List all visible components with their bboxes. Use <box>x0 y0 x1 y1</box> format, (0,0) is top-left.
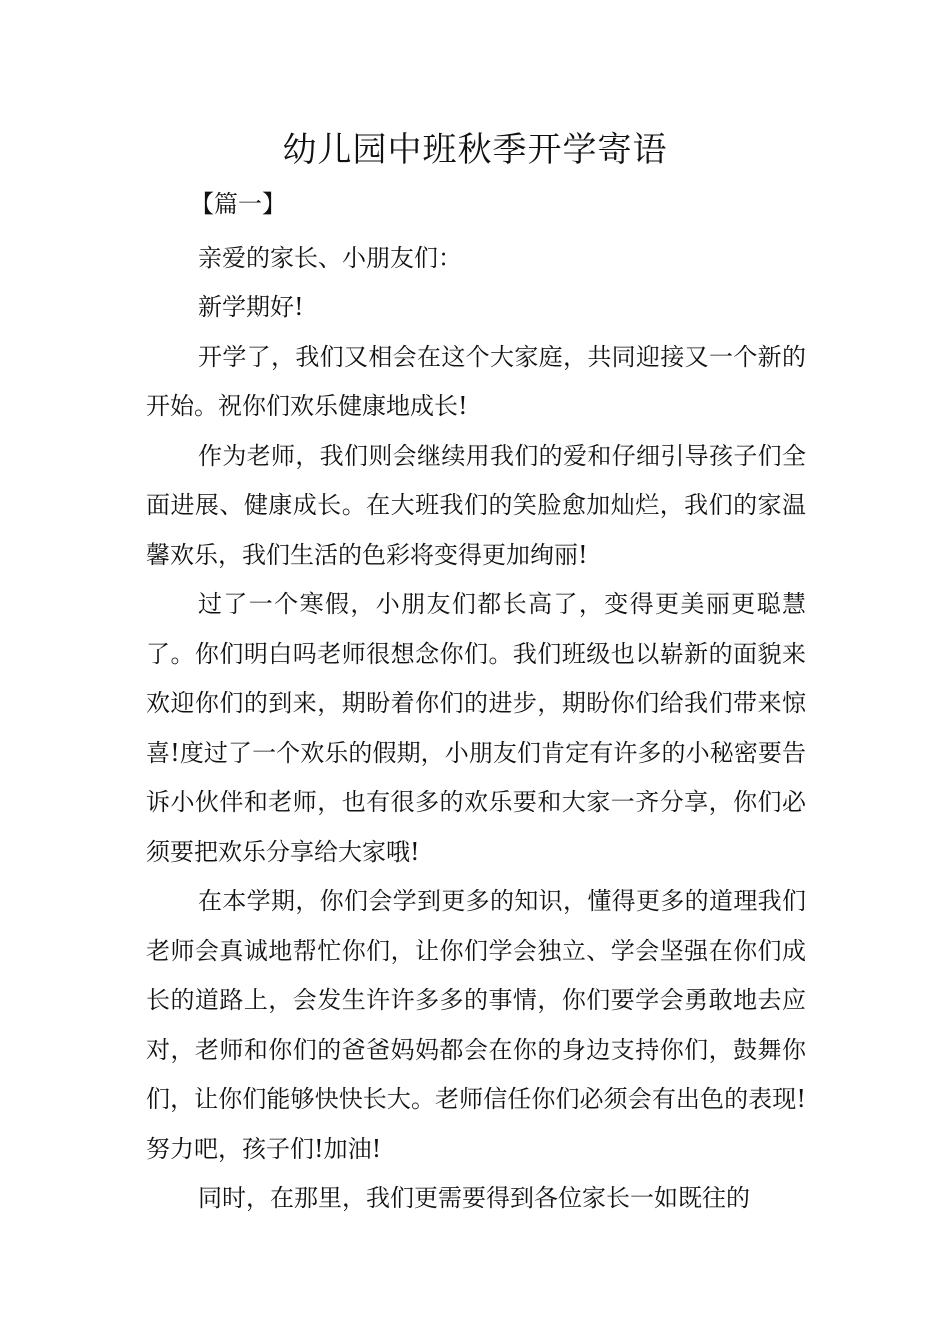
paragraph: 作为老师，我们则会继续用我们的爱和仔细引导孩子们全面进展、健康成长。在大班我们的笑脸愈加灿烂，我们的家温馨欢乐，我们生活的色彩将变得更加绚丽! <box>146 441 806 569</box>
section-label: 【篇一】 <box>190 190 286 218</box>
document-title: 幼儿园中班秋季开学寄语 <box>282 130 668 170</box>
document-body <box>146 180 806 1224</box>
paragraph: 开学了，我们又相会在这个大家庭，共同迎接又一个新的开始。祝你们欢乐健康地成长! <box>146 342 806 420</box>
paragraph: 在本学期，你们会学到更多的知识，懂得更多的道理我们老师会真诚地帮忙你们，让你们学会独立、学会坚强在你们成长的道路上，会发生许许多多的事情，你们要学会勇敢地去应对，老师和你们的爸爸妈妈都会在你的身边支持你们，鼓舞你们，让你们能够快快长大。老师信任你们必须会有出色的表现!努力吧，孩子们!加油! <box>146 887 806 1163</box>
paragraph: 过了一个寒假，小朋友们都长高了，变得更美丽更聪慧了。你们明白吗老师很想念你们。我们班级也以崭新的面貌来欢迎你们的到来，期盼着你们的进步，期盼你们给我们带来惊喜!度过了一个欢乐的假期，小朋友们肯定有许多的小秘密要告诉小伙伴和老师，也有很多的欢乐要和大家一齐分享，你们必须要把欢乐分享给大家哦! <box>146 590 806 866</box>
paragraph-new-term: 新学期好! <box>198 293 304 321</box>
paragraph-greeting: 亲爱的家长、小朋友们： <box>198 243 462 272</box>
paragraph: 同时，在那里，我们更需要得到各位家长一如既往的 <box>198 1184 750 1212</box>
